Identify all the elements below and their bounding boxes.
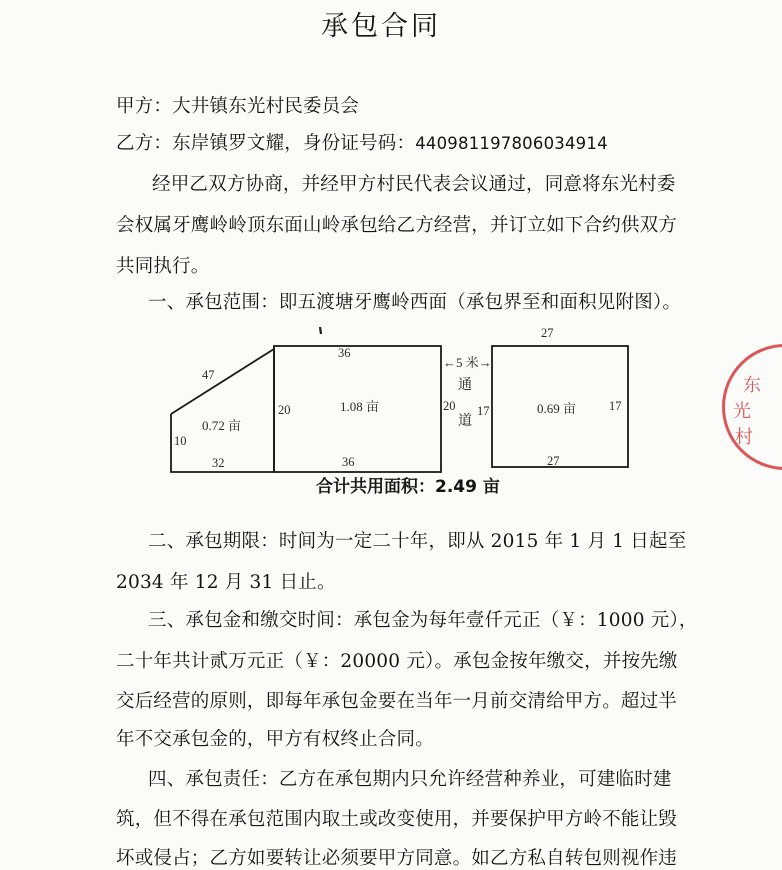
channel-label-2: 道	[458, 413, 472, 429]
rect1-area: 1.08 亩	[340, 399, 380, 414]
trap-area: 0.72 亩	[202, 418, 242, 433]
seal-char-2: 光	[733, 401, 751, 422]
rect2-bottom-length: 27	[547, 454, 560, 468]
party-b-id: 440981197806034914	[415, 134, 608, 153]
total-area: 合计共用面积：2.49 亩	[316, 477, 500, 497]
rect2-left-length: 17	[477, 404, 490, 418]
gap-width-label: ←5 米→	[443, 355, 492, 370]
clause-4-line-1: 四、承包责任：乙方在承包期内只允许经营种养业，可建临时建	[148, 769, 672, 790]
party-a-line: 甲方：大井镇东光村民委员会	[116, 96, 360, 117]
seal-char-3: 村	[735, 427, 753, 448]
clause-3-line-4: 年不交承包金的，甲方有权终止合同。	[116, 729, 434, 750]
seal-char-1: 东	[743, 375, 761, 396]
rect2-top-length: 27	[541, 326, 554, 340]
clause-1-scope: 一、承包范围：即五渡塘牙鹰岭西面（承包界至和面积见附图）。	[148, 292, 682, 313]
clause-2-line-2: 2034 年 12 月 31 日止。	[116, 572, 336, 593]
rect1-left-length: 20	[278, 403, 291, 417]
clause-3-line-3: 交后经营的原则，即每年承包金要在当年一月前交清给甲方。超过半	[116, 691, 678, 712]
rect1-bottom-length: 36	[342, 455, 355, 469]
trap-bottom-length: 32	[212, 456, 225, 470]
clause-4-line-3: 坏或侵占；乙方如要转让必须要甲方同意。如乙方私自转包则视作违	[116, 848, 678, 869]
trapezoid-outline	[171, 349, 274, 472]
trap-top-length: 47	[202, 368, 215, 382]
preamble-line-1: 经甲乙双方协商，并经甲方村民代表会议通过，同意将东光村委	[152, 174, 676, 195]
rect2-right-length: 17	[609, 399, 622, 413]
rect1-top-length: 36	[338, 346, 351, 360]
trap-left-length: 10	[174, 434, 187, 448]
clause-2-line-1: 二、承包期限：时间为一定二十年，即从 2015 年 1 月 1 日起至	[148, 531, 687, 552]
clause-3-line-1: 三、承包金和缴交时间：承包金为每年壹仟元正（￥：1000 元），	[148, 610, 698, 631]
preamble-line-3: 共同执行。	[116, 256, 210, 277]
channel-label-1: 通	[458, 377, 472, 393]
preamble-line-2: 会权属牙鹰岭岭顶东面山岭承包给乙方经营，并订立如下合约供双方	[116, 215, 678, 236]
party-b-label: 乙方：东岸镇罗文耀，身份证号码：	[116, 133, 416, 154]
clause-4-line-2: 筑，但不得在承包范围内取土或改变使用，并要保护甲方岭不能让毁	[116, 809, 678, 830]
clause-3-line-2: 二十年共计贰万元正（￥：20000 元）。承包金按年缴交，并按先缴	[116, 651, 678, 672]
rect2-area: 0.69 亩	[537, 401, 577, 416]
rect1-right-length: 20	[443, 399, 456, 413]
document-title: 承包合同	[321, 11, 441, 42]
